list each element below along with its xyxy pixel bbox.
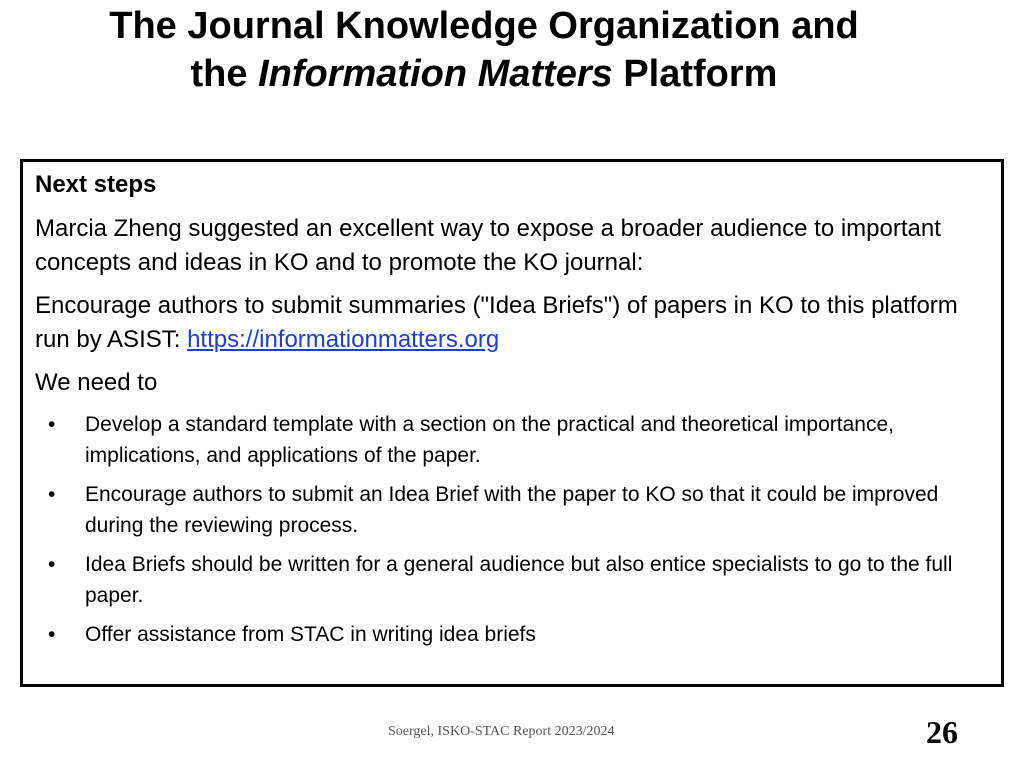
list-item — [35, 619, 985, 650]
title-italic: Information Matters — [258, 53, 613, 95]
list-item — [35, 479, 985, 541]
slide-title — [0, 2, 968, 98]
next-steps-heading: Next steps — [35, 171, 157, 198]
list-item-text: Encourage authors to submit an Idea Brief with the paper to KO so that it could be improved during the reviewing process. — [85, 483, 939, 537]
intro-paragraph: Marcia Zheng suggested an excellent way to expose a broader audience to important concepts and ideas in KO and to promote the KO journal: — [35, 215, 941, 276]
list-item — [35, 409, 985, 471]
footer-citation: Soergel, ISKO-STAC Report 2023/2024 — [388, 724, 615, 739]
content-inner — [35, 170, 985, 658]
title-suffix: Platform — [612, 53, 778, 95]
bullet-icon: • — [48, 623, 56, 646]
encourage-text: Encourage authors to submit summaries ("Idea Briefs") of papers in KO to this platform run by ASIST: — [35, 292, 958, 353]
encourage-paragraph — [35, 289, 985, 357]
we-need-to-text: We need to — [35, 369, 158, 396]
list-item-text: Develop a standard template with a section on the practical and theoretical importance, implications, and applications of the paper. — [85, 413, 894, 467]
title-prefix: the — [190, 53, 259, 95]
list-item-text: Offer assistance from STAC in writing idea briefs — [85, 623, 536, 646]
bullet-icon: • — [48, 413, 56, 436]
action-list — [35, 409, 985, 650]
information-matters-link[interactable]: https://informationmatters.org — [187, 326, 500, 353]
list-item-text: Idea Briefs should be written for a general audience but also entice specialists to go to the full paper. — [85, 553, 953, 607]
bullet-icon: • — [48, 483, 56, 506]
list-item — [35, 549, 985, 611]
bullet-icon: • — [48, 553, 56, 576]
title-line-1: The Journal Knowledge Organization and — [109, 5, 859, 47]
content-box — [20, 159, 1004, 687]
page-number: 26 — [926, 714, 958, 750]
